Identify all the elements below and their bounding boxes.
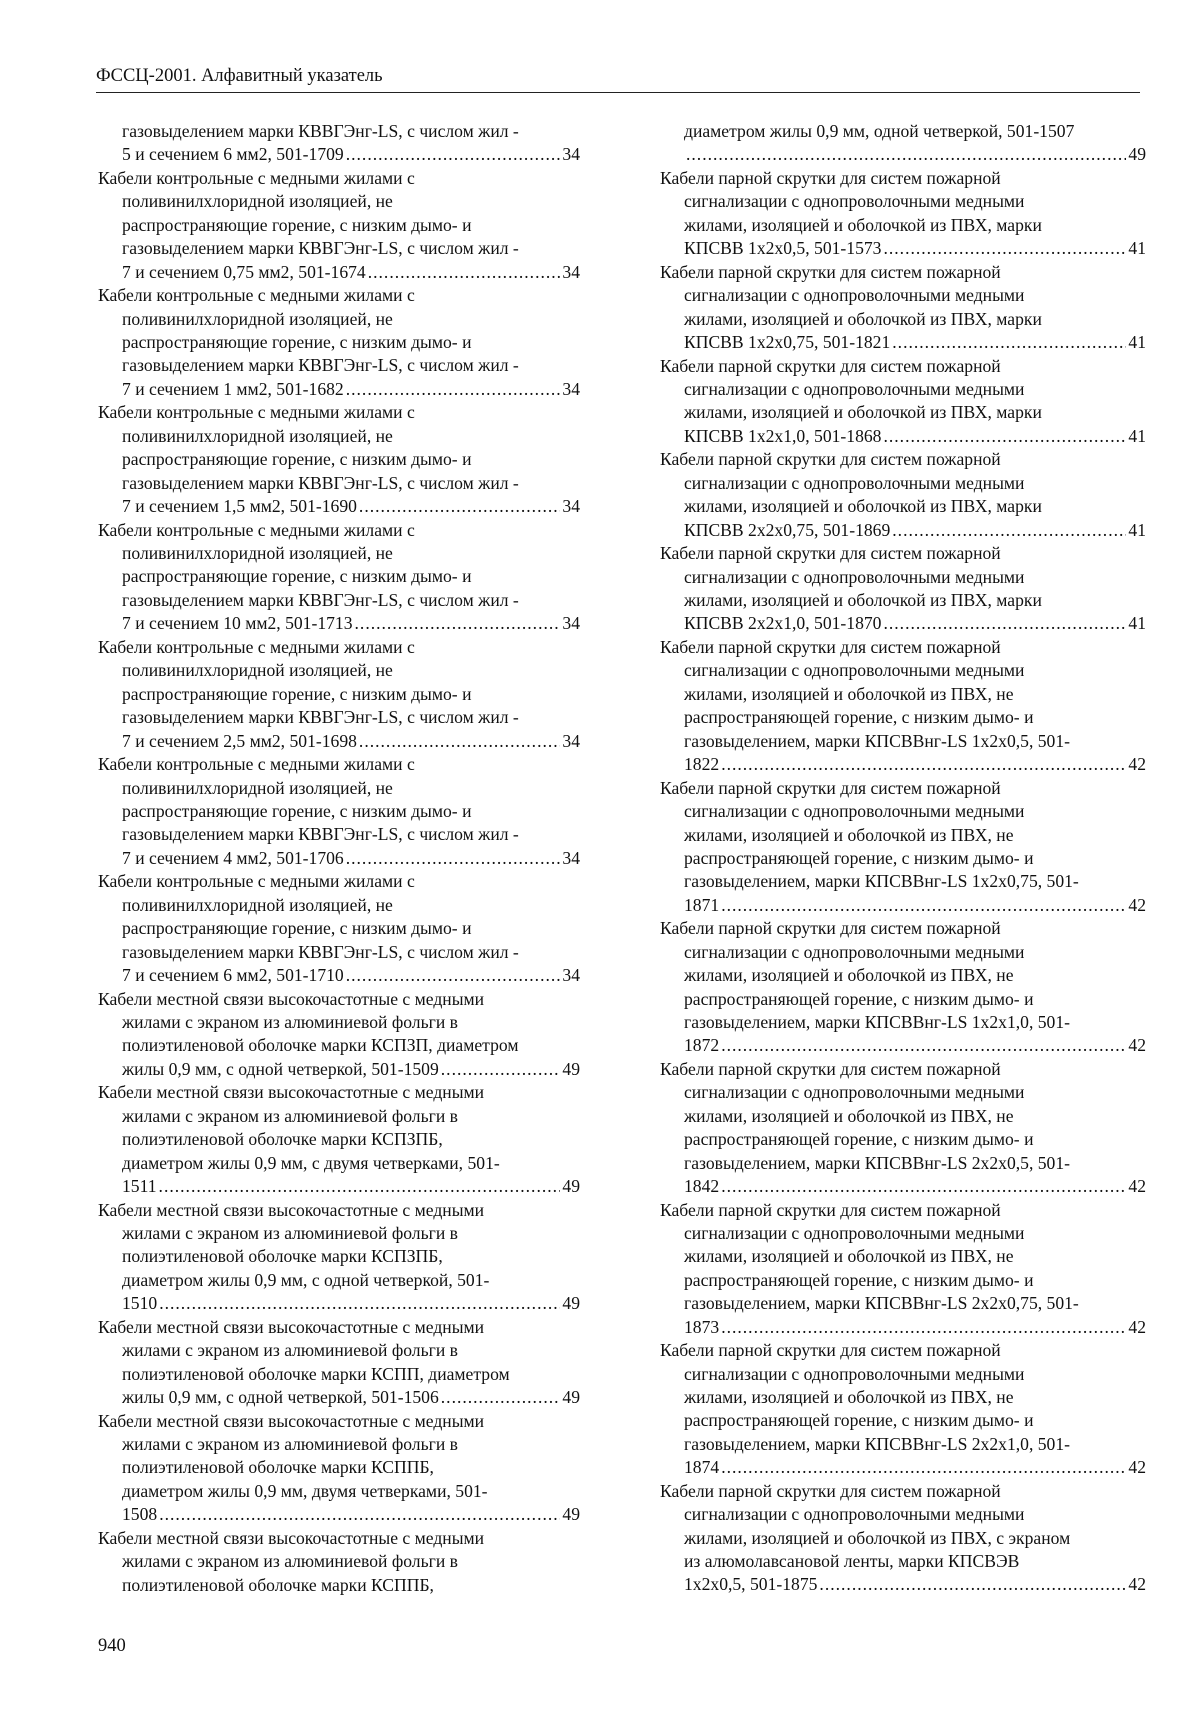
entry-text-line: газовыделением, марки КПСВВнг-LS 2х2х0,75, 501- <box>684 1293 1079 1314</box>
dot-leader <box>346 378 561 401</box>
entry-text-line: полиэтиленовой оболочке марки КСППБ, <box>122 1457 434 1478</box>
index-entry <box>98 870 580 987</box>
entry-text-line: Кабели контрольные с медными жилами с <box>98 285 415 306</box>
dot-leader <box>359 495 560 518</box>
entry-text-line: жилами, изоляцией и оболочкой из ПВХ, с экраном <box>684 1527 1071 1548</box>
entry-text-line: Кабели контрольные с медными жилами с <box>98 519 415 540</box>
dot-leader <box>721 1175 1126 1198</box>
entry-text-line: распространяющей горение, с низким дымо- и <box>684 1129 1034 1150</box>
entry-text-line: распространяющие горение, с низким дымо- и <box>122 683 472 704</box>
entry-text-line: распространяющей горение, с низким дымо- и <box>684 847 1034 868</box>
index-column-left <box>98 120 580 1597</box>
entry-text-line: сигнализации с однопроволочными медными <box>684 472 1025 493</box>
dot-leader <box>346 847 561 870</box>
dot-leader <box>892 519 1126 542</box>
dot-leader <box>368 261 561 284</box>
entry-page-ref: 34 <box>562 964 580 985</box>
entry-text-line: жилами с экраном из алюминиевой фольги в <box>122 1434 458 1454</box>
entry-text-line: распространяющие горение, с низким дымо- и <box>122 214 472 235</box>
entry-leader-line <box>660 1175 1146 1198</box>
entry-text-line: Кабели парной скрутки для систем пожарной <box>660 1480 1001 1501</box>
entry-page-ref: 49 <box>562 1504 580 1525</box>
dot-leader <box>721 1034 1126 1057</box>
entry-text-line: 7 и сечением 2,5 мм2, 501-1698 <box>122 730 357 751</box>
entry-leader-line <box>98 495 580 518</box>
entry-text-line: полиэтиленовой оболочке марки КСППБ, <box>122 1574 434 1595</box>
entry-text-line: распространяющей горение, с низким дымо- и <box>684 1269 1034 1290</box>
index-entry <box>98 120 580 167</box>
dot-leader <box>892 331 1126 354</box>
dot-leader <box>883 425 1126 448</box>
entry-text-line: жилами, изоляцией и оболочкой из ПВХ, не <box>684 1246 1014 1267</box>
entry-leader-line <box>98 1503 580 1526</box>
entry-text-line: Кабели парной скрутки для систем пожарной <box>660 449 1001 470</box>
entry-page-ref: 34 <box>562 378 580 399</box>
entry-leader-line <box>98 1058 580 1081</box>
entry-text-line: полиэтиленовой оболочке марки КСПЗПБ, <box>122 1129 443 1150</box>
entry-text-line: поливинилхлоридной изоляцией, не <box>122 308 393 329</box>
entry-text-line: распространяющие горение, с низким дымо- и <box>122 332 472 353</box>
dot-leader <box>359 730 560 753</box>
entry-text-line: КПСВВ 1х2х0,5, 501-1573 <box>684 238 882 259</box>
entry-page-ref: 42 <box>1128 1457 1146 1478</box>
index-entry <box>660 1480 1146 1597</box>
entry-text-line: жилами, изоляцией и оболочкой из ПВХ, не <box>684 1105 1014 1126</box>
entry-text-line: сигнализации с однопроволочными медными <box>684 379 1025 400</box>
entry-text-line: газовыделением марки КВВГЭнг-LS, с числом жил - <box>122 121 519 141</box>
page-number: 940 <box>98 1636 126 1656</box>
dot-leader <box>355 612 561 635</box>
entry-text-line: Кабели местной связи высокочастотные с медными <box>98 1410 485 1431</box>
index-entry <box>660 542 1146 636</box>
entry-text-line: распространяющей горение, с низким дымо- и <box>684 1410 1034 1431</box>
index-entry <box>98 401 580 518</box>
entry-text-line: 1822 <box>684 754 720 775</box>
entry-text-line: Кабели парной скрутки для систем пожарной <box>660 168 1001 188</box>
entry-leader-line <box>660 1034 1146 1057</box>
entry-text-line: поливинилхлоридной изоляцией, не <box>122 894 393 915</box>
entry-text-line: сигнализации с однопроволочными медными <box>684 1082 1025 1103</box>
index-column-right <box>660 120 1146 1597</box>
entry-text-line: КПСВВ 1х2х0,75, 501-1821 <box>684 332 891 353</box>
entry-text-line: сигнализации с однопроволочными медными <box>684 1222 1025 1243</box>
entry-text-line: распространяющей горение, с низким дымо- и <box>684 988 1034 1009</box>
entry-text-line: распространяющие горение, с низким дымо- и <box>122 566 472 587</box>
index-entry <box>98 1199 580 1316</box>
entry-page-ref: 41 <box>1128 238 1146 259</box>
dot-leader <box>883 237 1126 260</box>
entry-text-line: Кабели местной связи высокочастотные с медными <box>98 988 485 1009</box>
entry-text-line: газовыделением, марки КПСВВнг-LS 1х2х1,0, 501- <box>684 1011 1070 1032</box>
index-entry <box>98 284 580 401</box>
entry-page-ref: 41 <box>1128 613 1146 634</box>
entry-page-ref: 42 <box>1128 1574 1146 1595</box>
entry-text-line: газовыделением марки КВВГЭнг-LS, с числом жил - <box>122 941 519 962</box>
entry-text-line: жилами, изоляцией и оболочкой из ПВХ, марки <box>684 214 1042 235</box>
entry-text-line: поливинилхлоридной изоляцией, не <box>122 543 393 564</box>
index-entry <box>660 261 1146 355</box>
entry-text-line: сигнализации с однопроволочными медными <box>684 941 1025 962</box>
entry-text-line: 1874 <box>684 1457 720 1478</box>
dot-leader <box>159 1292 560 1315</box>
entry-text-line: жилы 0,9 мм, с одной четверкой, 501-1506 <box>122 1387 439 1407</box>
entry-page-ref: 42 <box>1128 894 1146 915</box>
entry-text-line: газовыделением, марки КПСВВнг-LS 2х2х0,5, 501- <box>684 1152 1070 1173</box>
entry-text-line: жилами с экраном из алюминиевой фольги в <box>122 1551 458 1572</box>
entry-leader-line <box>98 964 580 987</box>
entry-leader-line <box>660 331 1146 354</box>
entry-text-line: 7 и сечением 10 мм2, 501-1713 <box>122 613 353 634</box>
entry-text-line: жилами с экраном из алюминиевой фольги в <box>122 1011 458 1032</box>
entry-text-line: полиэтиленовой оболочке марки КСПЗПБ, <box>122 1246 443 1267</box>
entry-leader-line <box>660 519 1146 542</box>
entry-text-line: газовыделением марки КВВГЭнг-LS, с числом жил - <box>122 472 519 493</box>
dot-leader <box>819 1573 1126 1596</box>
entry-page-ref: 41 <box>1128 519 1146 540</box>
entry-leader-line <box>660 612 1146 635</box>
entry-text-line: диаметром жилы 0,9 мм, двумя четверками, 501- <box>122 1480 488 1501</box>
entry-text-line: 1508 <box>122 1504 158 1525</box>
dot-leader <box>721 753 1126 776</box>
entry-page-ref: 49 <box>562 1293 580 1314</box>
entry-text-line: Кабели контрольные с медными жилами с <box>98 402 415 423</box>
entry-leader-line <box>660 237 1146 260</box>
running-header: ФССЦ-2001. Алфавитный указатель <box>96 66 383 86</box>
entry-text-line: поливинилхлоридной изоляцией, не <box>122 660 393 681</box>
entry-page-ref: 34 <box>562 496 580 517</box>
entry-text-line: 1510 <box>122 1293 158 1314</box>
entry-page-ref: 34 <box>562 613 580 634</box>
entry-text-line: полиэтиленовой оболочке марки КСПЗП, диаметром <box>122 1035 519 1056</box>
entry-text-line: Кабели контрольные с медными жилами с <box>98 871 415 892</box>
entry-leader-line <box>98 1292 580 1315</box>
entry-text-line: распространяющие горение, с низким дымо- и <box>122 800 472 821</box>
entry-text-line: газовыделением, марки КПСВВнг-LS 1х2х0,5, 501- <box>684 730 1070 751</box>
index-entry <box>98 636 580 753</box>
entry-text-line: сигнализации с однопроволочными медными <box>684 1504 1025 1525</box>
index-entry <box>98 1316 580 1410</box>
entry-text-line: жилами, изоляцией и оболочкой из ПВХ, марки <box>684 590 1042 611</box>
entry-text-line: жилами с экраном из алюминиевой фольги в <box>122 1222 458 1243</box>
entry-text-line: Кабели местной связи высокочастотные с медными <box>98 1527 485 1548</box>
entry-page-ref: 41 <box>1128 425 1146 446</box>
entry-page-ref: 49 <box>562 1058 580 1079</box>
entry-text-line: жилами с экраном из алюминиевой фольги в <box>122 1340 458 1361</box>
entry-page-ref: 34 <box>562 730 580 751</box>
dot-leader <box>686 143 1126 166</box>
entry-page-ref: 49 <box>562 1175 580 1196</box>
entry-page-ref: 42 <box>1128 1035 1146 1056</box>
entry-text-line: Кабели контрольные с медными жилами с <box>98 168 415 188</box>
entry-text-line: жилами, изоляцией и оболочкой из ПВХ, не <box>684 683 1014 704</box>
entry-text-line: КПСВВ 2х2х0,75, 501-1869 <box>684 519 891 540</box>
entry-text-line: Кабели парной скрутки для систем пожарной <box>660 261 1001 282</box>
entry-text-line: диаметром жилы 0,9 мм, одной четверкой, 501-1507 <box>684 121 1075 141</box>
header-rule <box>96 92 1140 93</box>
entry-text-line: жилами, изоляцией и оболочкой из ПВХ, не <box>684 1387 1014 1407</box>
entry-text-line: 7 и сечением 6 мм2, 501-1710 <box>122 964 344 985</box>
entry-text-line: 7 и сечением 4 мм2, 501-1706 <box>122 847 344 868</box>
entry-page-ref: 34 <box>562 144 580 165</box>
entry-text-line: Кабели парной скрутки для систем пожарной <box>660 355 1001 376</box>
entry-text-line: поливинилхлоридной изоляцией, не <box>122 191 393 212</box>
dot-leader <box>346 143 561 166</box>
index-entry <box>98 167 580 284</box>
entry-text-line: 1х2х0,5, 501-1875 <box>684 1574 818 1595</box>
index-entry <box>98 519 580 636</box>
entry-text-line: жилы 0,9 мм, с одной четверкой, 501-1509 <box>122 1058 439 1079</box>
entry-page-ref: 34 <box>562 261 580 282</box>
entry-text-line: газовыделением марки КВВГЭнг-LS, с числом жил - <box>122 824 519 845</box>
entry-leader-line <box>660 894 1146 917</box>
entry-text-line: диаметром жилы 0,9 мм, с двумя четверками, 501- <box>122 1152 500 1173</box>
entry-text-line: Кабели парной скрутки для систем пожарной <box>660 1340 1001 1361</box>
entry-text-line: КПСВВ 2х2х1,0, 501-1870 <box>684 613 882 634</box>
entry-text-line: поливинилхлоридной изоляцией, не <box>122 777 393 798</box>
dot-leader <box>441 1058 561 1081</box>
entry-text-line: сигнализации с однопроволочными медными <box>684 191 1025 212</box>
entry-text-line: 7 и сечением 1,5 мм2, 501-1690 <box>122 496 357 517</box>
entry-text-line: 7 и сечением 0,75 мм2, 501-1674 <box>122 261 366 282</box>
dot-leader <box>441 1386 561 1409</box>
entry-page-ref: 42 <box>1128 754 1146 775</box>
entry-text-line: Кабели местной связи высокочастотные с медными <box>98 1082 485 1103</box>
entry-page-ref: 49 <box>562 1387 580 1407</box>
index-entry <box>98 988 580 1082</box>
entry-text-line: жилами, изоляцией и оболочкой из ПВХ, не <box>684 965 1014 986</box>
entry-text-line: 7 и сечением 1 мм2, 501-1682 <box>122 378 344 399</box>
entry-text-line: диаметром жилы 0,9 мм, с одной четверкой, 501- <box>122 1269 490 1290</box>
entry-text-line: полиэтиленовой оболочке марки КСПП, диаметром <box>122 1363 510 1384</box>
index-entry <box>660 636 1146 776</box>
entry-page-ref: 41 <box>1128 332 1146 353</box>
entry-leader-line <box>98 378 580 401</box>
dot-leader <box>721 1316 1126 1339</box>
index-entry <box>660 1199 1146 1339</box>
dot-leader <box>159 1175 561 1198</box>
entry-text-line: сигнализации с однопроволочными медными <box>684 660 1025 681</box>
entry-leader-line <box>98 847 580 870</box>
entry-leader-line <box>98 612 580 635</box>
index-entry <box>98 1081 580 1198</box>
entry-text-line: Кабели парной скрутки для систем пожарной <box>660 543 1001 564</box>
dot-leader <box>346 964 561 987</box>
index-entry <box>660 777 1146 917</box>
entry-text-line: распространяющей горение, с низким дымо- и <box>684 707 1034 728</box>
entry-text-line: КПСВВ 1х2х1,0, 501-1868 <box>684 425 882 446</box>
entry-text-line: 1873 <box>684 1316 720 1337</box>
index-entry <box>660 1339 1146 1479</box>
entry-leader-line <box>660 143 1146 166</box>
entry-text-line: газовыделением марки КВВГЭнг-LS, с числом жил - <box>122 707 519 728</box>
entry-text-line: поливинилхлоридной изоляцией, не <box>122 425 393 446</box>
index-entry <box>98 1527 580 1597</box>
entry-text-line: Кабели местной связи высокочастотные с медными <box>98 1316 485 1337</box>
dot-leader <box>883 612 1126 635</box>
entry-text-line: 1842 <box>684 1175 720 1196</box>
entry-text-line: жилами, изоляцией и оболочкой из ПВХ, марки <box>684 496 1042 517</box>
entry-text-line: Кабели парной скрутки для систем пожарной <box>660 777 1001 798</box>
entry-text-line: сигнализации с однопроволочными медными <box>684 1363 1025 1384</box>
index-entry <box>660 917 1146 1057</box>
entry-leader-line <box>660 1573 1146 1596</box>
entry-leader-line <box>660 1456 1146 1479</box>
entry-page-ref: 42 <box>1128 1175 1146 1196</box>
entry-page-ref: 34 <box>562 847 580 868</box>
index-entry <box>660 167 1146 261</box>
entry-text-line: газовыделением марки КВВГЭнг-LS, с числом жил - <box>122 589 519 610</box>
dot-leader <box>721 894 1126 917</box>
entry-text-line: 5 и сечением 6 мм2, 501-1709 <box>122 144 344 165</box>
entry-leader-line <box>660 425 1146 448</box>
entry-text-line: сигнализации с однопроволочными медными <box>684 801 1025 822</box>
entry-text-line: газовыделением марки КВВГЭнг-LS, с числом жил - <box>122 355 519 376</box>
entry-text-line: распространяющие горение, с низким дымо- и <box>122 449 472 470</box>
entry-page-ref: 49 <box>1128 144 1146 165</box>
entry-leader-line <box>98 730 580 753</box>
entry-text-line: газовыделением, марки КПСВВнг-LS 2х2х1,0, 501- <box>684 1433 1070 1454</box>
entry-leader-line <box>98 143 580 166</box>
entry-text-line: жилами, изоляцией и оболочкой из ПВХ, марки <box>684 402 1042 423</box>
index-entry <box>660 120 1146 167</box>
entry-leader-line <box>98 261 580 284</box>
entry-text-line: Кабели парной скрутки для систем пожарной <box>660 918 1001 939</box>
entry-leader-line <box>98 1175 580 1198</box>
entry-text-line: распространяющие горение, с низким дымо- и <box>122 918 472 939</box>
entry-text-line: жилами с экраном из алюминиевой фольги в <box>122 1105 458 1126</box>
dot-leader <box>159 1503 560 1526</box>
entry-text-line: Кабели контрольные с медными жилами с <box>98 636 415 657</box>
entry-text-line: сигнализации с однопроволочными медными <box>684 285 1025 306</box>
index-entry <box>98 753 580 870</box>
index-entry <box>660 355 1146 449</box>
index-entry <box>660 1058 1146 1198</box>
dot-leader <box>721 1456 1126 1479</box>
entry-leader-line <box>98 1386 580 1409</box>
entry-text-line: Кабели контрольные с медными жилами с <box>98 754 415 775</box>
entry-text-line: Кабели местной связи высокочастотные с медными <box>98 1199 485 1220</box>
entry-text-line: Кабели парной скрутки для систем пожарной <box>660 637 1001 658</box>
entry-text-line: сигнализации с однопроволочными медными <box>684 566 1025 587</box>
entry-leader-line <box>660 1316 1146 1339</box>
entry-text-line: газовыделением, марки КПСВВнг-LS 1х2х0,75, 501- <box>684 871 1079 892</box>
entry-text-line: Кабели парной скрутки для систем пожарной <box>660 1058 1001 1079</box>
entry-page-ref: 42 <box>1128 1316 1146 1337</box>
entry-text-line: Кабели парной скрутки для систем пожарной <box>660 1199 1001 1220</box>
entry-text-line: жилами, изоляцией и оболочкой из ПВХ, не <box>684 824 1014 845</box>
entry-text-line: жилами, изоляцией и оболочкой из ПВХ, марки <box>684 308 1042 329</box>
entry-text-line: 1871 <box>684 894 720 915</box>
index-entry <box>98 1410 580 1527</box>
entry-text-line: 1872 <box>684 1035 720 1056</box>
entry-leader-line <box>660 753 1146 776</box>
index-entry <box>660 448 1146 542</box>
entry-text-line: из алюмолавсановой ленты, марки КПСВЭВ <box>684 1551 1020 1572</box>
entry-text-line: газовыделением марки КВВГЭнг-LS, с числом жил - <box>122 238 519 259</box>
entry-text-line: 1511 <box>122 1175 157 1196</box>
